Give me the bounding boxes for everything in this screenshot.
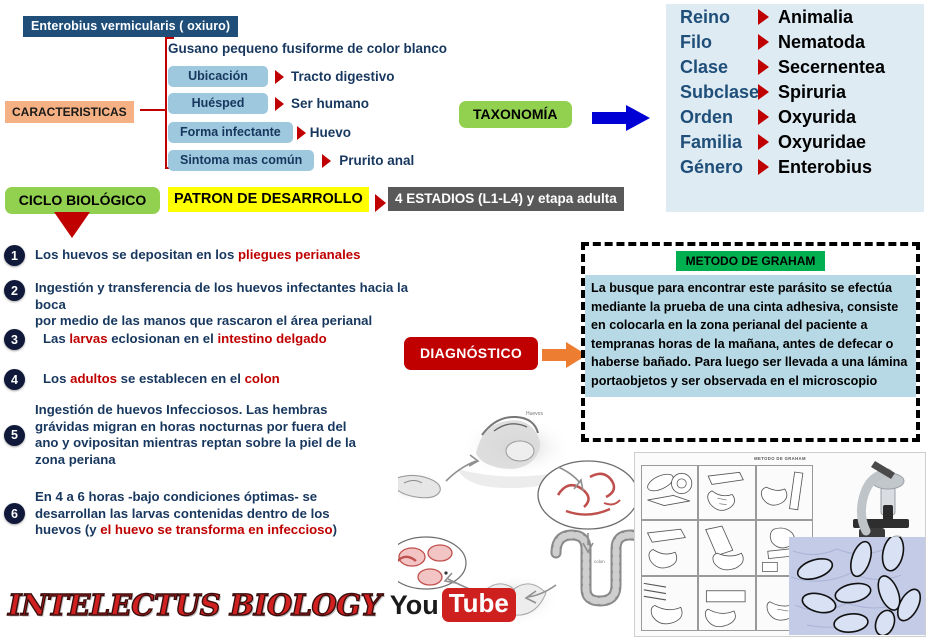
characteristic-row [168,93,369,114]
step-number: 6 [4,503,25,524]
step-number: 3 [4,329,25,350]
characteristic-value: Prurito anal [339,153,415,168]
taxonomy-row [666,29,924,54]
taxonomy-row [666,104,924,129]
step-text-part: zona periana [35,451,116,467]
taxonomy-row [666,4,924,29]
estadios-label: 4 ESTADIOS (L1-L4) y etapa adulta [388,187,624,211]
step-text-highlight: el huevo se transforma en infeccioso [100,522,333,537]
step-number: 5 [4,425,25,446]
graham-step-cell [641,465,698,520]
arrow-right-icon [758,134,769,150]
graham-step-grid [641,465,813,631]
taxonomia-button[interactable]: TAXONOMÍA [459,101,572,128]
graham-step-cell [698,520,755,575]
step-text-part: Los [43,371,71,386]
graham-method-photo [634,452,926,637]
hand-figure [398,471,444,503]
step-text-highlight: pliegues perianales [238,247,361,262]
taxonomy-panel [666,4,924,212]
taxonomy-value: Animalia [778,6,854,27]
step-number: 1 [4,245,25,266]
graham-step-cell [756,465,813,520]
step-text-part: Las [43,331,70,346]
svg-text:Huevos: Huevos [526,411,543,417]
list-item [4,280,434,330]
taxonomy-value: Nematoda [778,31,866,52]
characteristic-row [168,66,395,87]
taxonomy-rank: Orden [680,106,734,127]
step-number: 4 [4,369,25,390]
graham-photo-caption: METODO DE GRAHAM [754,456,806,461]
list-item [4,329,404,350]
step-text-part: Ingestión y transferencia de los huevos infectantes hacia la boca [35,280,409,312]
ciclo-biologico-label: CICLO BIOLÓGICO [5,187,160,214]
arrow-right-icon [322,154,331,168]
step-text-part: ) [332,522,337,537]
graham-step-cell [698,576,755,631]
step-text-part: Los huevos se depositan en los [35,247,238,262]
taxonomy-value: Secernentea [778,56,886,77]
step-text-part: ano y ovipositan mientras reptan sobre la piel de la [35,435,356,450]
egg-micrograph [789,537,925,635]
patron-desarrollo-label: PATRON DE DESARROLLO [168,187,369,212]
step-text-highlight: adultos [70,371,117,386]
blue-arrow-icon [592,103,654,133]
step-text-part: huevos (y [35,522,101,537]
arrow-right-icon [297,126,306,140]
characteristics-description: Gusano pequeno fusiforme de color blanco [168,41,448,56]
taxonomy-row [666,129,924,154]
taxonomy-row [666,54,924,79]
arrow-right-icon [758,9,769,25]
characteristic-row [168,150,414,171]
list-item [4,369,404,390]
youtube-you-text: You [389,589,439,620]
step-text [35,247,360,264]
step-text-part: eclosionan en el [107,331,218,346]
arrow-right-icon [275,70,284,84]
step-number: 2 [4,280,25,301]
characteristic-key: Huésped [168,93,268,114]
taxonomy-row [666,79,924,104]
step-text [35,402,356,468]
characteristic-key: Forma infectante [168,122,293,143]
brand-name: INTELECTUS BIOLOGY [8,588,381,622]
arrow-right-icon [758,59,769,75]
step-text [43,331,327,348]
graham-step-cell [641,520,698,575]
characteristic-value: Huevo [309,125,351,140]
arrow-right-icon [275,97,284,111]
taxonomy-value: Enterobius [778,156,873,177]
arrow-right-icon [758,159,769,175]
step-text-part: Ingestión de huevos Infecciosos. Las hembras [35,402,328,417]
brand-logo [8,588,516,622]
step-text-part: grávidas migran en horas nocturnas por fuera del [35,418,347,434]
taxonomy-rank: Familia [680,131,743,152]
arrow-right-icon [758,84,769,100]
graham-title: METODO DE GRAHAM [676,251,826,271]
characteristic-key: Sintoma mas común [168,150,314,171]
taxonomy-rank: Subclase [680,81,760,102]
taxonomy-rank: Filo [680,31,712,52]
taxonomy-rank: Clase [680,56,729,77]
list-item [4,245,404,266]
graham-step-cell [698,465,755,520]
arrow-down-icon [52,210,94,240]
eggs-larvae-figure [398,537,466,589]
step-text [35,280,434,330]
list-item [4,402,404,468]
step-text [35,489,337,539]
page-title: Enterobius vermicularis ( oxiuro) [23,16,238,37]
step-text-highlight: larvas [69,331,108,346]
arrow-right-icon [758,109,769,125]
taxonomy-rank: Género [680,156,744,177]
taxonomy-value: Spiruria [778,81,847,102]
diagnostico-button[interactable]: DIAGNÓSTICO [404,337,538,370]
taxonomy-value: Oxyurida [778,106,857,127]
step-text-part: se establecen en el [117,371,245,386]
taxonomy-row [666,154,924,179]
step-text [43,371,280,388]
caracteristicas-label: CARACTERISTICAS [5,101,134,123]
taxonomy-value: Oxyuridae [778,131,867,152]
graham-body-text: La busque para encontrar este parásito se efectúa mediante la prueba de una cinta adhesiva, consiste en colocarla en la zona perianal del paciente a tempranas horas de la mañana, antes de defecar o haberse bañado. Para luego ser llevada a una lámina portaobjetos y ser observada en el microscopio [585,275,916,397]
youtube-tube-badge: Tube [442,588,516,622]
characteristic-row [168,122,351,143]
taxonomy-rank: Reino [680,6,731,27]
characteristic-value: Ser humano [291,96,370,111]
step-text-part: En 4 a 6 horas -bajo condiciones óptimas- se [35,489,318,504]
svg-text:colon: colon [594,559,605,564]
step-text-part: por medio de las manos que rascaron el área perianal [35,313,373,328]
step-text-highlight: intestino delgado [217,331,327,346]
graham-step-cell [641,576,698,631]
step-text-part: desarrollan las larvas contenidas dentro de los [35,505,330,521]
colon-figure [556,535,646,601]
arrow-right-icon [758,34,769,50]
step-text-highlight: colon [244,371,280,386]
characteristic-key: Ubicación [168,66,268,87]
small-intestine-figure [538,461,638,529]
characteristic-value: Tracto digestivo [291,69,395,84]
arrow-right-icon [375,194,386,212]
list-item [4,489,404,539]
